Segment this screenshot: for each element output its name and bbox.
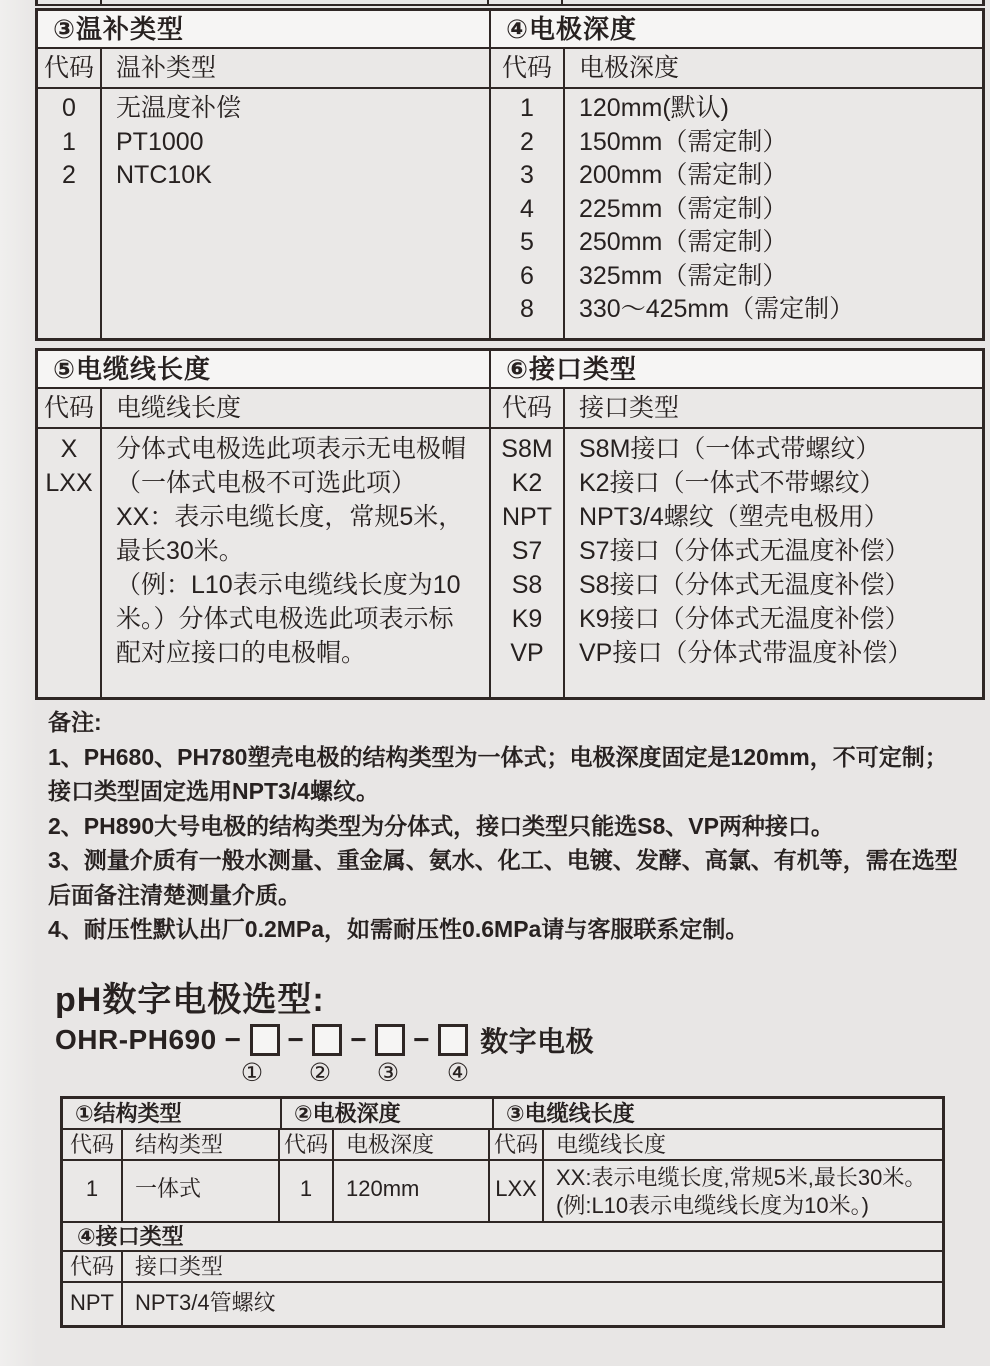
previous-table-remnant — [35, 0, 985, 6]
label-column-header: 结构类型 — [123, 1130, 280, 1159]
code-cell: X — [60, 435, 78, 463]
label-cell: NPT3/4螺纹（塑壳电极用） — [579, 503, 889, 531]
selection-heading: pH数字电极选型: — [55, 981, 325, 1019]
code-cell: 2 — [520, 127, 534, 156]
data-row — [63, 1161, 942, 1223]
code-cell: K2 — [511, 469, 543, 497]
code-cells — [38, 89, 102, 338]
model-suffix: 数字电极 — [480, 1026, 595, 1057]
section-title: ②电极深度 — [282, 1099, 494, 1128]
model-code-line — [55, 1020, 594, 1060]
circled-number-4: ④ — [446, 1059, 470, 1087]
label-cell: S8接口（分体式无温度补偿） — [579, 571, 910, 599]
code-cells — [491, 89, 565, 338]
section-title-row: ④接口类型 — [63, 1223, 942, 1252]
note-line: 3、测量介质有一般水测量、重金属、氨水、化工、电镀、发酵、高氯、有机等，需在选型 — [48, 847, 958, 873]
model-code-box-1 — [250, 1024, 280, 1056]
code-cell: NPT — [63, 1283, 123, 1325]
code-cell: 5 — [520, 228, 534, 256]
label-line: （例：L10表示电缆线长度为10 — [116, 571, 461, 599]
circled-number-3: ③ — [376, 1059, 400, 1087]
label-column-header: 接口类型 — [135, 1254, 224, 1279]
header-row — [63, 1252, 942, 1283]
code-cell: 6 — [520, 261, 534, 290]
model-code-box-2 — [312, 1024, 342, 1056]
table-body — [491, 429, 982, 697]
label-column-header: 电极深度 — [334, 1130, 490, 1159]
code-cell: VP — [510, 639, 544, 667]
code-cell: 8 — [520, 295, 534, 323]
header-row — [63, 1130, 942, 1161]
code-cell: 3 — [520, 161, 534, 189]
label-cell: 225mm（需定制） — [579, 194, 788, 223]
label-line: (例:L10表示电缆线长度为10米。) — [556, 1193, 869, 1218]
notes-title: 备注: — [48, 709, 102, 735]
label-cell — [544, 1161, 942, 1221]
code-column-header: 代码 — [490, 1130, 544, 1159]
label-column-header: 接口类型 — [579, 394, 680, 422]
table-cable-length — [38, 351, 491, 697]
note-line: 2、PH890大号电极的结构类型为分体式，接口类型只能选S8、VP两种接口。 — [48, 812, 834, 839]
label-cell: 一体式 — [123, 1161, 280, 1221]
label-line: 米。）分体式电极选此项表示标 — [116, 605, 454, 633]
table-title: ⑥接口类型 — [491, 351, 982, 389]
model-prefix: OHR-PH690 — [55, 1024, 217, 1055]
code-cell: 1 — [520, 94, 534, 122]
label-cell: S8M接口（一体式带螺纹） — [579, 435, 881, 463]
table-title: ④电极深度 — [491, 11, 982, 49]
code-cell: NPT — [502, 503, 552, 531]
model-code-box-4 — [438, 1024, 468, 1056]
label-cell: VP接口（分体式带温度补偿） — [579, 639, 913, 667]
label-cell: 120mm(默认) — [579, 94, 730, 122]
label-cell: 120mm — [334, 1161, 490, 1221]
code-column-header: 代码 — [63, 1130, 123, 1159]
code-cell: S8 — [511, 571, 543, 599]
label-line: XX:表示电缆长度,常规5米,最长30米。 — [556, 1165, 927, 1190]
label-cell: 325mm（需定制） — [579, 261, 788, 290]
label-cell: 200mm（需定制） — [579, 161, 788, 189]
label-cell: NPT3/4管螺纹 — [135, 1290, 276, 1315]
dash-separator: − — [224, 1024, 242, 1055]
label-cell: 330～425mm（需定制） — [579, 295, 855, 323]
code-column-header: 代码 — [38, 49, 102, 87]
label-cell: PT1000 — [116, 127, 204, 156]
note-line: 后面备注清楚测量介质。 — [48, 881, 301, 908]
label-cells — [102, 429, 489, 697]
position-markers — [55, 1058, 575, 1086]
label-column-header: 电极深度 — [579, 54, 680, 82]
code-cell: LXX — [45, 469, 93, 497]
table-header-row — [38, 49, 489, 89]
table-header-row — [491, 49, 982, 89]
remnant-cell — [489, 0, 563, 4]
code-cell: 2 — [62, 161, 76, 189]
section-temp-comp-and-depth — [35, 8, 985, 341]
label-cell: K2接口（一体式不带螺纹） — [579, 469, 885, 497]
dash-separator: − — [413, 1024, 431, 1055]
circled-number-2: ② — [308, 1059, 332, 1087]
code-cell: 1 — [63, 1161, 123, 1221]
label-cell: 250mm（需定制） — [579, 228, 788, 256]
circled-number-1: ① — [240, 1059, 264, 1087]
label-column-header: 电缆线长度 — [116, 394, 242, 422]
code-cell: 1 — [280, 1161, 334, 1221]
label-cells — [565, 429, 982, 697]
remnant-cell — [38, 0, 102, 4]
dash-separator: − — [287, 1024, 305, 1055]
note-line: 接口类型固定选用NPT3/4螺纹。 — [48, 778, 379, 804]
table-interface-type — [491, 351, 982, 697]
label-cell: NTC10K — [116, 161, 212, 189]
section-title: ①结构类型 — [63, 1099, 282, 1128]
label-line: 最长30米。 — [116, 537, 244, 565]
code-column-header: 代码 — [491, 49, 565, 87]
code-cell: S7 — [511, 537, 543, 565]
label-line: 分体式电极选此项表示无电极帽 — [116, 435, 467, 463]
remnant-cell — [563, 0, 982, 4]
note-line: 4、耐压性默认出厂0.2MPa，如需耐压性0.6MPa请与客服联系定制。 — [48, 916, 749, 942]
section-cable-length-and-interface — [35, 348, 985, 700]
label-cell: S7接口（分体式无温度补偿） — [579, 537, 910, 565]
code-cell: LXX — [490, 1161, 544, 1221]
code-cell: S8M — [501, 435, 553, 463]
code-column-header: 代码 — [491, 389, 565, 427]
remnant-cell — [102, 0, 489, 4]
code-cell: 0 — [62, 94, 76, 122]
code-cells — [491, 429, 565, 697]
data-row — [63, 1283, 942, 1325]
label-line: （一体式电极不可选此项） — [116, 469, 417, 497]
note-line: 1、PH680、PH780塑壳电极的结构类型为一体式；电极深度固定是120mm，不可定制； — [48, 743, 948, 770]
label-cell: 150mm（需定制） — [579, 127, 788, 156]
code-cells — [38, 429, 102, 697]
code-cell: 1 — [62, 127, 76, 156]
table-temp-comp-type — [38, 11, 491, 338]
table-title: ⑤电缆线长度 — [38, 351, 489, 389]
dash-separator: − — [350, 1024, 368, 1055]
table-electrode-depth — [491, 11, 982, 338]
model-code-box-3 — [375, 1024, 405, 1056]
label-line: 配对应接口的电极帽。 — [116, 639, 367, 667]
section-title-row — [63, 1099, 942, 1130]
digital-electrode-table — [60, 1096, 945, 1328]
table-title: ③温补类型 — [38, 11, 489, 49]
code-column-header: 代码 — [38, 389, 102, 427]
section-title: ③电缆线长度 — [506, 1101, 635, 1126]
code-cell: 4 — [520, 194, 534, 223]
label-column-header: 电缆线长度 — [556, 1132, 667, 1157]
notes-block — [48, 705, 964, 947]
table-header-row — [38, 389, 489, 429]
table-body — [491, 89, 982, 338]
label-cell: 无温度补偿 — [116, 94, 242, 122]
label-cell: K9接口（分体式无温度补偿） — [579, 605, 910, 633]
label-column-header: 温补类型 — [116, 54, 217, 82]
table-header-row — [491, 389, 982, 429]
code-cell: K9 — [511, 605, 543, 633]
table-body — [38, 429, 489, 697]
code-column-header: 代码 — [63, 1252, 123, 1281]
code-column-header: 代码 — [280, 1130, 334, 1159]
label-cells — [102, 89, 489, 338]
label-cells — [565, 89, 982, 338]
table-body — [38, 89, 489, 338]
label-line: XX：表示电缆长度，常规5米， — [116, 503, 464, 531]
